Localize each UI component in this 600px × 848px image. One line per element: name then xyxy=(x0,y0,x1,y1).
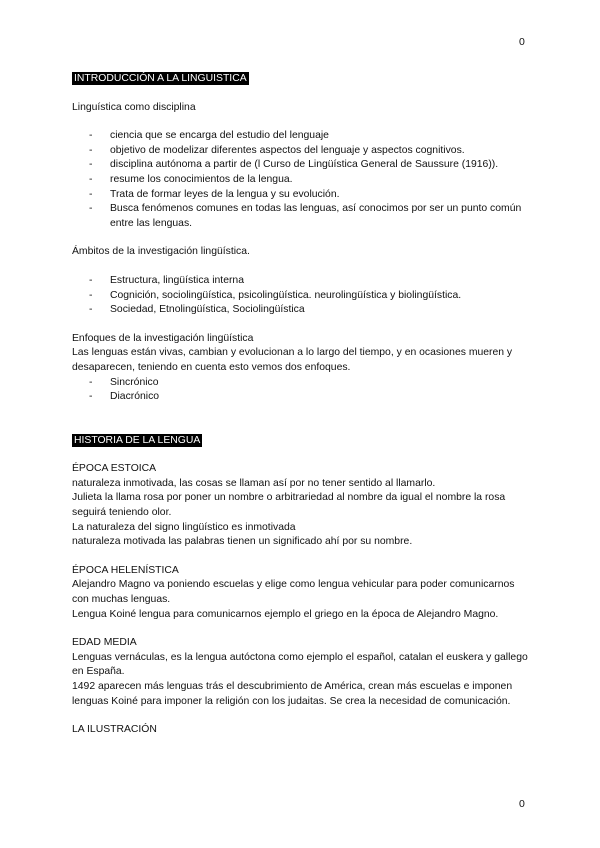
ambitos-list xyxy=(72,274,532,318)
page-number-top: 0 xyxy=(519,36,525,48)
list-item: - Diacrónico xyxy=(89,390,532,405)
section-title-introduccion: INTRODUCCIÓN A LA LINGUISTICA xyxy=(74,73,247,84)
list-item: - ciencia que se encarga del estudio del lenguaje xyxy=(89,129,532,144)
edad-media-line: Lenguas vernáculas, es la lengua autóctona como ejemplo el español, catalan el euskera y gallego en España. xyxy=(72,651,528,678)
estoica-line: Julieta la llama rosa por poner un nombre o arbitrariedad al nombre da igual el nombre la rosa seguirá teniendo olor. xyxy=(72,492,506,519)
helenistica-heading: ÉPOCA HELENÍSTICA xyxy=(72,564,179,576)
list-item: - Sociedad, Etnolingüística, Sociolingüística xyxy=(89,303,532,318)
document-body xyxy=(72,72,532,738)
estoica-line: naturaleza motivada las palabras tienen un significado ahí por su nombre. xyxy=(72,536,413,548)
enfoques-heading: Enfoques de la investigación lingüística xyxy=(72,332,254,344)
helenistica-line: Lengua Koiné lengua para comunicarnos ejemplo el griego en la época de Alejandro Magno. xyxy=(72,608,499,620)
helenistica-line: Alejandro Magno va poniendo escuelas y elige como lengua vehicular para poder comunicarnos con muchas lenguas. xyxy=(72,579,515,606)
section-title-historia: HISTORIA DE LA LENGUA xyxy=(74,434,201,446)
subtitle-disciplina: Linguística como disciplina xyxy=(72,101,196,113)
estoica-heading: ÉPOCA ESTOICA xyxy=(72,463,157,475)
list-item: - resume los conocimientos de la lengua. xyxy=(89,173,532,188)
estoica-line: La naturaleza del signo lingüístico es inmotivada xyxy=(72,521,296,533)
list-item: - Busca fenómenos comunes en todas las lenguas, así conocimos por ser un punto común entre las lenguas. xyxy=(89,202,532,231)
ilustracion-heading: LA ILUSTRACIÓN xyxy=(72,724,157,736)
enfoques-list xyxy=(72,376,532,405)
list-item: - disciplina autónoma a partir de (l Curso de Lingüística General de Saussure (1916)). xyxy=(89,158,532,173)
list-item: - Trata de formar leyes de la lengua y su evolución. xyxy=(89,188,532,203)
list-item: - Cognición, sociolingüística, psicolingüística. neurolingüística y biolingüística. xyxy=(89,289,532,304)
estoica-line: naturaleza inmotivada, las cosas se llaman así por no tener sentido al llamarlo. xyxy=(72,477,436,489)
ambitos-heading: Ámbitos de la investigación lingüística. xyxy=(72,246,250,258)
disciplina-list xyxy=(72,129,532,231)
edad-media-line: 1492 aparecen más lenguas trás el descubrimiento de América, crean más escuelas e imponen lenguas Koiné para imponer la religión con los judaitas. Se crea la necesidad de comunicación. xyxy=(72,681,513,707)
page-number-bottom: 0 xyxy=(519,798,525,810)
edad-media-heading: EDAD MEDIA xyxy=(72,637,137,649)
list-item: - objetivo de modelizar diferentes aspectos del lenguaje y aspectos cognitivos. xyxy=(89,144,532,159)
enfoques-text: Las lenguas están vivas, cambian y evolucionan a lo largo del tiempo, y en ocasiones mueren y desaparecen, teniendo en cuenta esto vemos dos enfoques. xyxy=(72,347,513,373)
list-item: - Sincrónico xyxy=(89,376,532,391)
list-item: - Estructura, lingüística interna xyxy=(89,274,532,289)
